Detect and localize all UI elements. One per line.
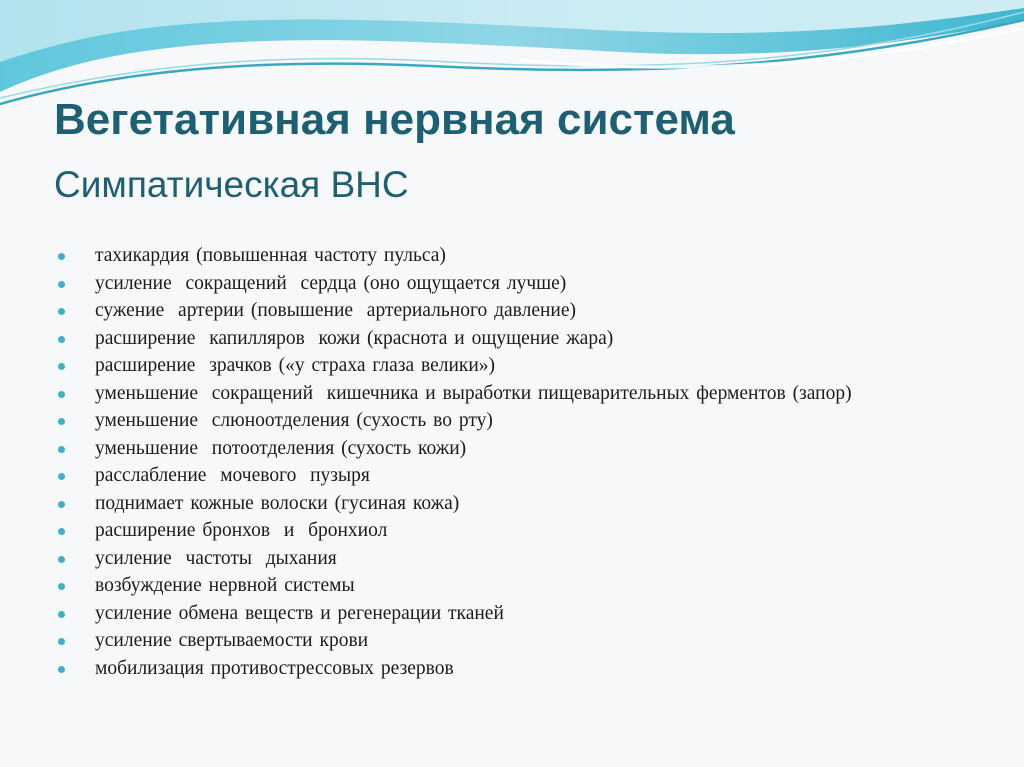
bullet-dot-icon [58, 391, 65, 398]
list-item [58, 575, 978, 597]
bullet-dot-icon [58, 583, 65, 590]
list-item [58, 603, 978, 625]
list-item [58, 465, 978, 487]
list-item [58, 493, 978, 515]
list-item-text: поднимает кожные волоски (гусиная кожа) [95, 492, 460, 514]
bullet-dot-icon [58, 556, 65, 563]
bullet-dot-icon [58, 446, 65, 453]
list-item [58, 328, 978, 350]
bullet-dot-icon [58, 638, 65, 645]
list-item-text: усиление сокращений сердца (оно ощущается лучше) [95, 272, 567, 294]
list-item-text: сужение артерии (повышение артериального давление) [95, 300, 577, 321]
list-item-text: усиление свертываемости крови [95, 630, 369, 651]
list-item-text: расширение бронхов и бронхиол [95, 520, 388, 541]
bullet-dot-icon [58, 528, 65, 535]
list-item [58, 355, 978, 377]
bullet-dot-icon [58, 253, 65, 260]
bullet-dot-icon [58, 473, 65, 480]
list-item-text: расширение зрачков («у страха глаза велики») [95, 355, 496, 376]
list-item [58, 548, 978, 570]
list-item [58, 438, 978, 460]
bullet-dot-icon [58, 611, 65, 618]
bullet-dot-icon [58, 308, 65, 315]
list-item [58, 300, 978, 322]
slide-title: Вегетативная нервная система [54, 95, 735, 144]
list-item [58, 383, 978, 405]
list-item-text: мобилизация противострессовых резервов [95, 657, 454, 679]
bullet-dot-icon [58, 281, 65, 288]
bullet-dot-icon [58, 666, 65, 673]
bullet-dot-icon [58, 363, 65, 370]
list-item-text: усиление частоты дыхания [95, 547, 337, 569]
list-item-text: уменьшение сокращений кишечника и выработки пищеварительных ферментов (запор) [95, 382, 852, 404]
bullet-dot-icon [58, 336, 65, 343]
bullet-dot-icon [58, 418, 65, 425]
list-item-text: возбуждение нервной системы [95, 575, 355, 596]
list-item [58, 273, 978, 295]
slide-subtitle: Симпатическая ВНС [54, 164, 409, 205]
list-item [58, 410, 978, 432]
list-item-text: расслабление мочевого пузыря [95, 465, 370, 486]
list-item [58, 520, 978, 542]
list-item [58, 630, 978, 652]
list-item-text: уменьшение потоотделения (сухость кожи) [95, 437, 467, 459]
list-item [58, 245, 978, 267]
bullet-list [58, 245, 978, 685]
list-item-text: тахикардия (повышенная частоту пульса) [95, 245, 446, 266]
list-item-text: уменьшение слюноотделения (сухость во рту) [95, 410, 493, 431]
bullet-dot-icon [58, 501, 65, 508]
list-item [58, 658, 978, 680]
list-item-text: расширение капилляров кожи (краснота и ощущение жара) [95, 327, 614, 349]
list-item-text: усиление обмена веществ и регенерации тканей [95, 602, 504, 624]
